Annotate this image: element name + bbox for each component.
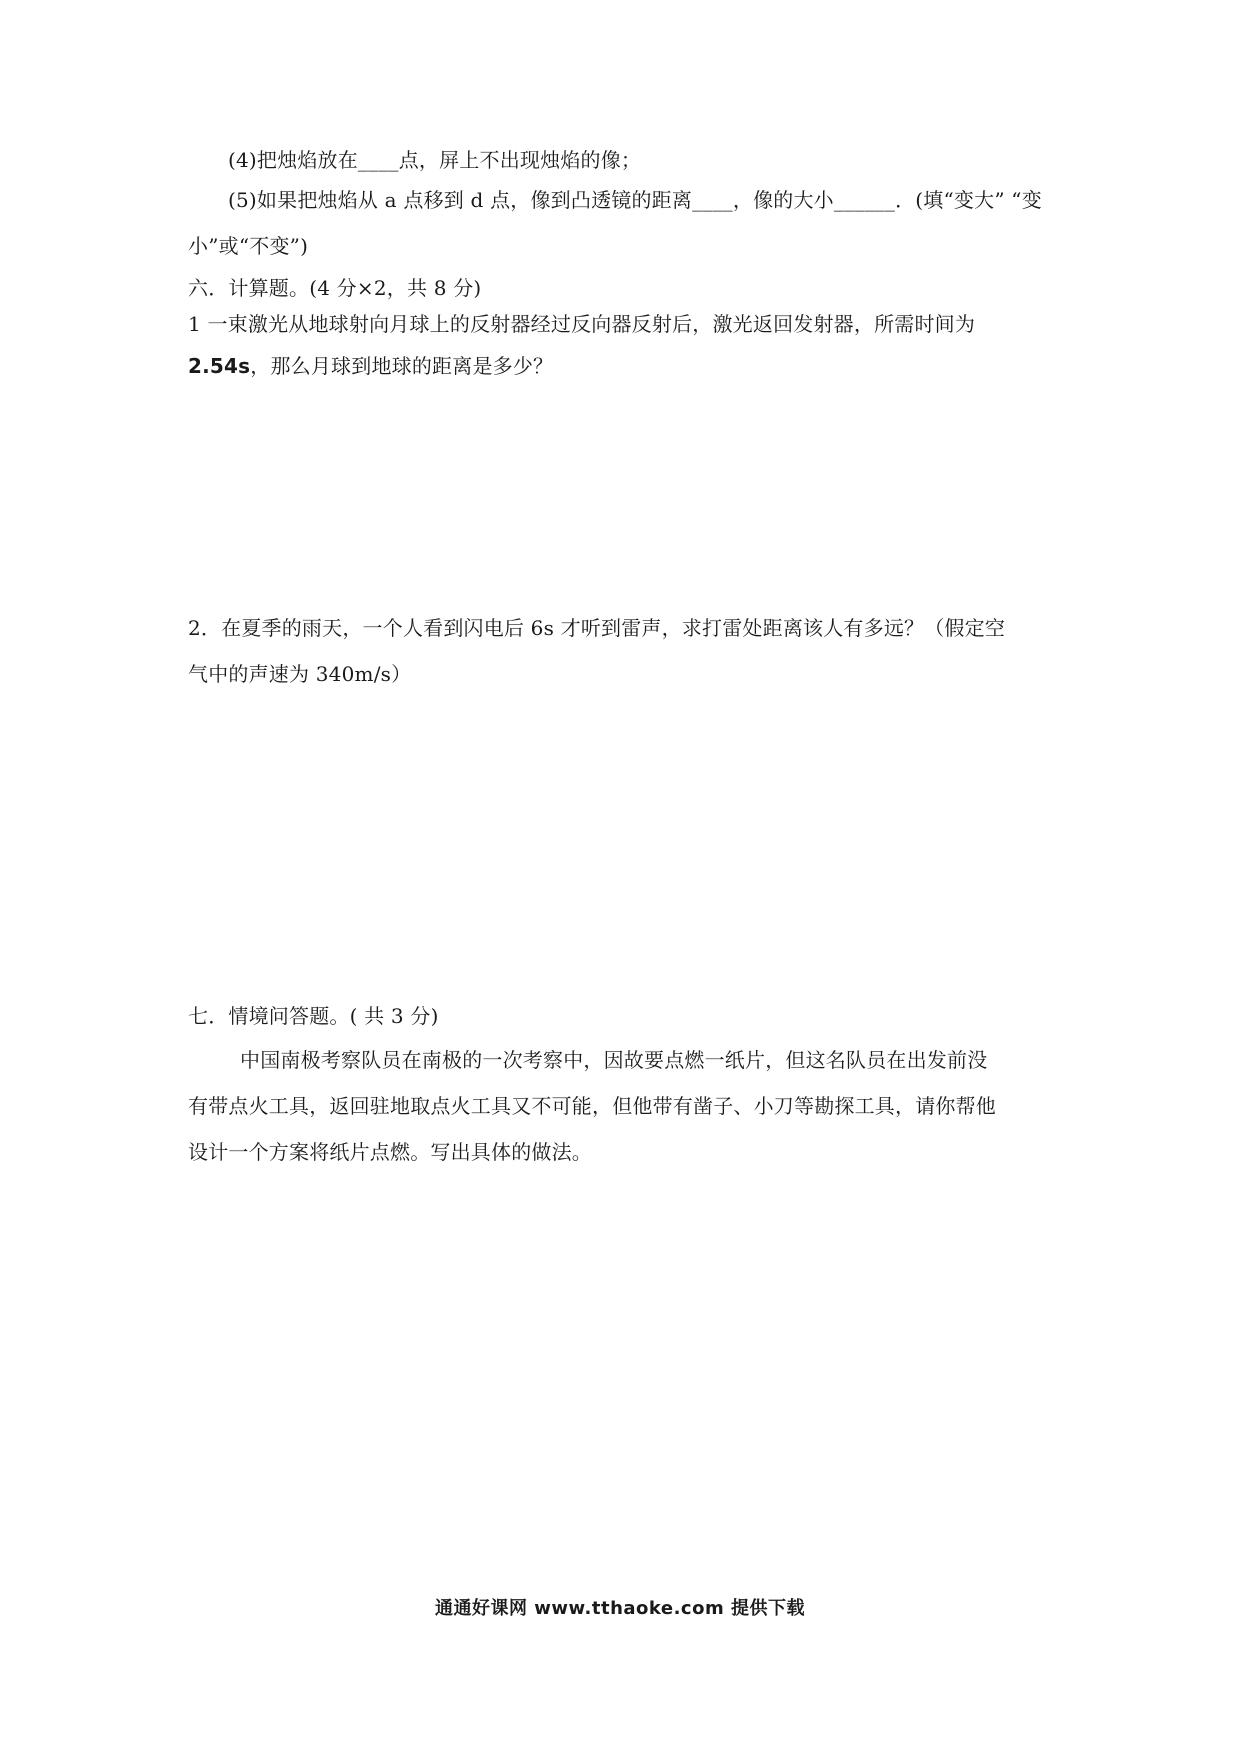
section7-para-line2: 有带点火工具，返回驻地取点火工具又不可能，但他带有凿子、小刀等勘探工具，请你帮他	[188, 1094, 996, 1118]
section6-q1-line2	[188, 352, 553, 380]
section6-q2-line1: 2．在夏季的雨天，一个人看到闪电后 6s 才听到雷声，求打雷处距离该人有多远？（假定空	[188, 616, 1006, 640]
section6-q1-line1: 1 一束激光从地球射向月球上的反射器经过反向器反射后，激光返回发射器，所需时间为	[188, 312, 976, 336]
section6-heading: 六．计算题。(4 分×2，共 8 分)	[188, 276, 482, 300]
q5-item4: (4)把烛焰放在____点，屏上不出现烛焰的像；	[228, 148, 642, 172]
section6-q2-line2: 气中的声速为 340m/s）	[188, 662, 412, 686]
section7-para-line3: 设计一个方案将纸片点燃。写出具体的做法。	[188, 1140, 592, 1164]
q5-item5-line2: 小”或“不变”)	[188, 234, 309, 258]
q1-question-rest: ，那么月球到地球的距离是多少？	[250, 354, 554, 378]
section7-para-line1: 中国南极考察队员在南极的一次考察中，因故要点燃一纸片，但这名队员在出发前没	[240, 1048, 988, 1072]
footer-download-note: 通通好课网 www.tthaoke.com 提供下载	[435, 1598, 805, 1619]
q1-time-value: 2.54s	[188, 354, 251, 378]
q5-item5-line1: (5)如果把烛焰从 a 点移到 d 点，像到凸透镜的距离____，像的大小______．(填“变大” “变	[228, 188, 1042, 212]
section7-heading: 七．情境问答题。( 共 3 分)	[188, 1004, 439, 1028]
